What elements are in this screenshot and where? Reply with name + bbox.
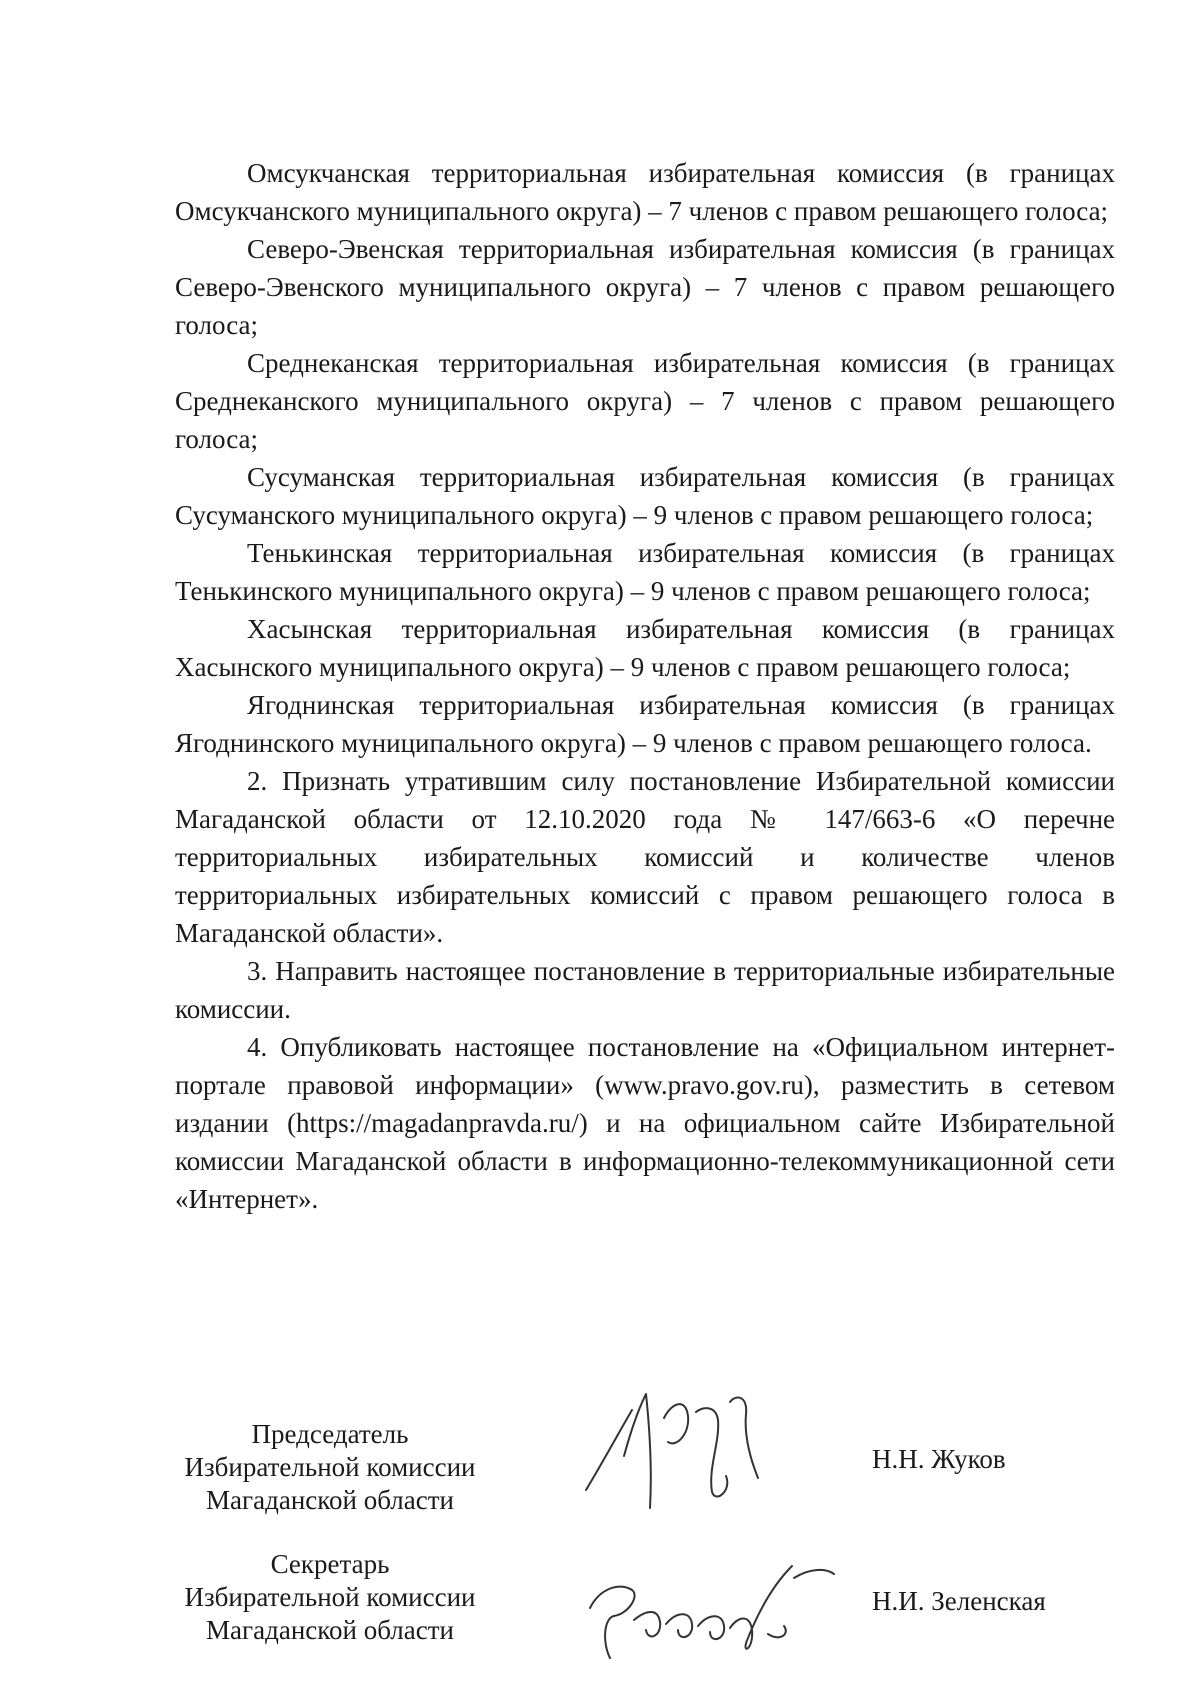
chairman-signature (580, 1372, 780, 1522)
paragraph-severo-even: Северо-Эвенская территориальная избирательная комиссия (в границах Северо-Эвенского муниципального округа) – 7 членов с правом решающего голоса; (175, 234, 1115, 340)
secretary-title-line-1: Секретарь (270, 1549, 390, 1579)
paragraph-omsukchan: Омсукчанская территориальная избирательная комиссия (в границах Омсукчанского муниципального округа) – 7 членов с правом решающего голоса; (175, 158, 1115, 226)
secretary-title-line-3: Магаданской области (206, 1615, 454, 1645)
paragraph-yagodnin: Ягоднинская территориальная избирательная комиссия (в границах Ягоднинского муниципального округа) – 9 членов с правом решающего голоса. (175, 690, 1115, 758)
chairman-title-line-1: Председатель (251, 1419, 409, 1449)
chairman-title (180, 1418, 480, 1517)
paragraph-khasyn: Хасынская территориальная избирательная комиссия (в границах Хасынского муниципального округа) – 9 членов с правом решающего голоса; (175, 614, 1115, 682)
chairman-title-line-2: Избирательной комиссии (184, 1452, 476, 1482)
chairman-name: Н.Н. Жуков (872, 1444, 1006, 1474)
secretary-signature (580, 1538, 840, 1668)
chairman-title-line-3: Магаданской области (206, 1485, 454, 1515)
paragraph-item-3: 3. Направить настоящее постановление в территориальные избирательные комиссии. (175, 956, 1115, 1024)
paragraph-item-4: 4. Опубликовать настоящее постановление на «Официальном интернет-портале правовой информации» (www.pravo.gov.ru), разместить в сетевом издании (https://magadanpravda.ru/) и на официальном сайте Избирательной комиссии Магаданской области в информационно-телекоммуникационной сети «Интернет». (175, 1032, 1115, 1214)
secretary-title-line-2: Избирательной комиссии (184, 1582, 476, 1612)
paragraph-tenkin: Тенькинская территориальная избирательная комиссия (в границах Тенькинского муниципального округа) – 9 членов с правом решающего голоса; (175, 538, 1115, 606)
paragraph-susuman: Сусуманская территориальная избирательная комиссия (в границах Сусуманского муниципального округа) – 9 членов с правом решающего голоса; (175, 462, 1115, 530)
secretary-title (180, 1548, 480, 1647)
secretary-name: Н.И. Зеленская (872, 1586, 1046, 1616)
paragraph-srednekan: Среднеканская территориальная избирательная комиссия (в границах Среднеканского муниципального округа) – 7 членов с правом решающего голоса; (175, 348, 1115, 454)
paragraph-item-2: 2. Признать утратившим силу постановление Избирательной комиссии Магаданской области от 12.10.2020 года № 147/663-6 «О перечне территориальных избирательных комиссий и количестве членов территориальных избирательных комиссий с правом решающего голоса в Магаданской области». (175, 766, 1115, 948)
